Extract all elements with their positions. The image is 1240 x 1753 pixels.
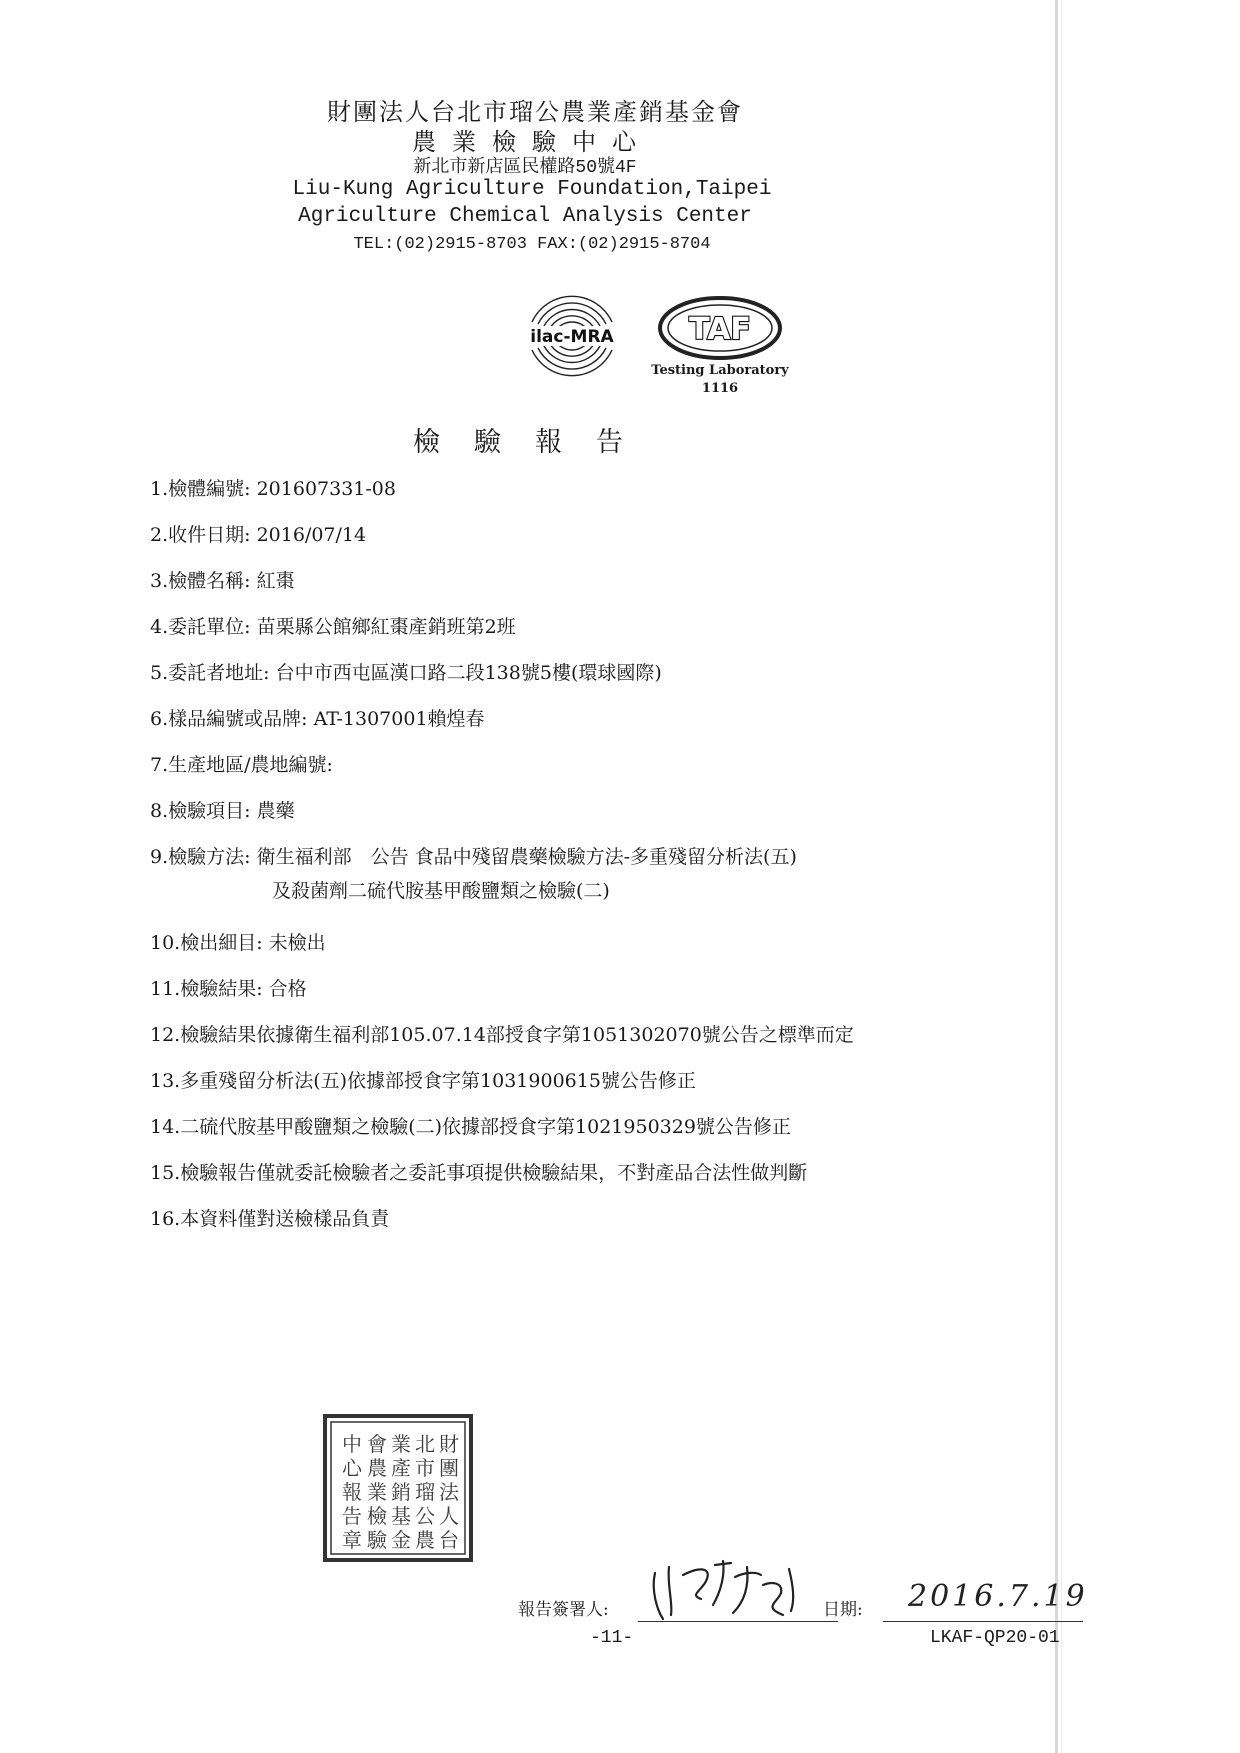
item-detected-detail (150, 928, 326, 955)
svg-text:業: 業 (367, 1480, 387, 1504)
item-test-method-continuation: 及殺菌劑二硫代胺基甲酸鹽類之檢驗(二) (272, 880, 610, 902)
item-number: 16. (150, 1208, 181, 1230)
signed-date: 2016.7.19 (908, 1579, 1088, 1614)
svg-text:團: 團 (439, 1456, 459, 1480)
form-code: LKAF-QP20-01 (930, 1628, 1060, 1648)
taf-logo (655, 292, 785, 364)
item-label: 檢驗結果: (180, 978, 263, 1000)
svg-text:台: 台 (439, 1528, 459, 1552)
svg-text:驗: 驗 (367, 1528, 387, 1552)
svg-text:告: 告 (342, 1504, 362, 1528)
item-sample-id (150, 474, 396, 501)
svg-text:章: 章 (342, 1528, 362, 1552)
item-receive-date (150, 520, 366, 547)
item-number: 4. (150, 616, 169, 638)
item-value: 合格 (268, 978, 307, 1000)
item-label: 生產地區/農地編號: (168, 754, 333, 776)
item-number: 12. (150, 1024, 181, 1046)
item-test-item (150, 796, 295, 823)
svg-text:基: 基 (391, 1504, 411, 1528)
taf-lab-number: 1116 (701, 381, 739, 396)
item-label: 樣品編號或品牌: (168, 708, 308, 730)
item-value: AT-1307001賴煌春 (313, 708, 485, 730)
item-note-16 (150, 1204, 389, 1231)
svg-text:北: 北 (415, 1432, 435, 1456)
item-sample-name (150, 566, 295, 593)
item-label: 檢體名稱: (168, 570, 251, 592)
item-label: 委託者地址: (168, 662, 270, 684)
item-number: 2. (150, 524, 169, 546)
item-note-14 (150, 1112, 791, 1139)
item-number: 3. (150, 570, 169, 592)
item-label: 委託單位: (168, 616, 251, 638)
item-note-12 (150, 1020, 854, 1047)
signer-label: 報告簽署人: (518, 1600, 609, 1620)
svg-text:心: 心 (342, 1456, 362, 1480)
official-seal (322, 1413, 474, 1563)
item-label: 檢出細目: (180, 932, 263, 954)
page-number: -11- (590, 1628, 634, 1648)
item-label: 收件日期: (168, 524, 251, 546)
svg-text:業: 業 (391, 1432, 411, 1456)
svg-text:農: 農 (367, 1456, 387, 1480)
item-number: 10. (150, 932, 181, 954)
item-number: 5. (150, 662, 169, 684)
item-number: 1. (150, 478, 169, 500)
item-number: 11. (150, 978, 181, 1000)
english-name-1: Liu-Kung Agriculture Foundation,Taipei (292, 178, 772, 201)
item-number: 6. (150, 708, 169, 730)
svg-text:銷: 銷 (391, 1480, 411, 1504)
item-client-address (150, 658, 662, 685)
ilac-text: ilac-MRA (530, 327, 614, 347)
item-number: 9. (150, 846, 169, 868)
item-value: 未檢出 (268, 932, 326, 954)
report-title: 檢驗報告 (413, 427, 657, 458)
page-edge-line-secondary (1061, 0, 1062, 1753)
item-label: 檢驗結果依據衛生福利部105.07.14部授食字第1051302070號公告之標準而定 (180, 1024, 854, 1046)
taf-text: TAF (689, 312, 751, 347)
center-name: 農業檢驗中心 (412, 128, 652, 156)
address: 新北市新店區民權路50號4F (413, 158, 637, 178)
item-number: 13. (150, 1070, 181, 1092)
item-value: 衛生福利部 公告 食品中殘留農藥檢驗方法-多重殘留分析法(五) (256, 846, 797, 868)
item-value: 台中市西屯區漢口路二段138號5樓(環球國際) (275, 662, 662, 684)
item-value: 201607331-08 (256, 478, 396, 500)
org-name: 財團法人台北市瑠公農業產銷基金會 (327, 98, 743, 126)
svg-text:金: 金 (391, 1528, 411, 1552)
ilac-mra-logo (518, 282, 626, 390)
item-number: 14. (150, 1116, 181, 1138)
item-label: 檢驗項目: (168, 800, 251, 822)
item-label: 多重殘留分析法(五)依據部授食字第1031900615號公告修正 (180, 1070, 696, 1092)
signature-row (518, 1579, 1088, 1625)
item-client (150, 612, 516, 639)
tel-fax: TEL:(02)2915-8703 FAX:(02)2915-8704 (353, 235, 711, 254)
date-label: 日期: (823, 1600, 863, 1620)
taf-caption-line-1: Testing Laboratory (651, 363, 789, 378)
svg-text:檢: 檢 (367, 1504, 387, 1528)
page-edge-line (1055, 0, 1058, 1753)
item-label: 二硫代胺基甲酸鹽類之檢驗(二)依據部授食字第1021950329號公告修正 (180, 1116, 791, 1138)
svg-text:農: 農 (415, 1528, 435, 1552)
svg-text:財: 財 (439, 1432, 459, 1456)
item-number: 8. (150, 800, 169, 822)
svg-text:產: 產 (391, 1456, 411, 1480)
svg-text:市: 市 (415, 1456, 435, 1480)
date-line (883, 1621, 1083, 1622)
svg-text:公: 公 (415, 1504, 435, 1528)
item-label: 檢驗方法: (168, 846, 251, 868)
item-value: 紅棗 (256, 570, 295, 592)
item-sample-brand (150, 704, 485, 731)
svg-text:中: 中 (342, 1432, 362, 1456)
english-name-2: Agriculture Chemical Analysis Center (298, 205, 752, 228)
taf-caption (645, 362, 795, 398)
item-number: 7. (150, 754, 169, 776)
item-origin (150, 750, 333, 777)
item-value: 苗栗縣公館鄉紅棗產銷班第2班 (256, 616, 516, 638)
signer-line (638, 1621, 838, 1622)
item-label: 本資料僅對送檢樣品負責 (180, 1208, 390, 1230)
item-value: 2016/07/14 (256, 524, 367, 546)
handwritten-signature (643, 1555, 833, 1625)
svg-text:人: 人 (439, 1504, 459, 1528)
item-note-13 (150, 1066, 696, 1093)
svg-text:瑠: 瑠 (415, 1480, 435, 1504)
svg-text:會: 會 (367, 1432, 387, 1456)
item-value: 農藥 (256, 800, 295, 822)
item-label: 檢驗報告僅就委託檢驗者之委託事項提供檢驗結果，不對產品合法性做判斷 (180, 1162, 808, 1184)
svg-text:法: 法 (439, 1480, 459, 1504)
item-test-method (150, 842, 797, 869)
svg-text:報: 報 (342, 1480, 362, 1504)
item-note-15 (150, 1158, 807, 1185)
item-label: 檢體編號: (168, 478, 251, 500)
item-test-result (150, 974, 307, 1001)
item-number: 15. (150, 1162, 181, 1184)
